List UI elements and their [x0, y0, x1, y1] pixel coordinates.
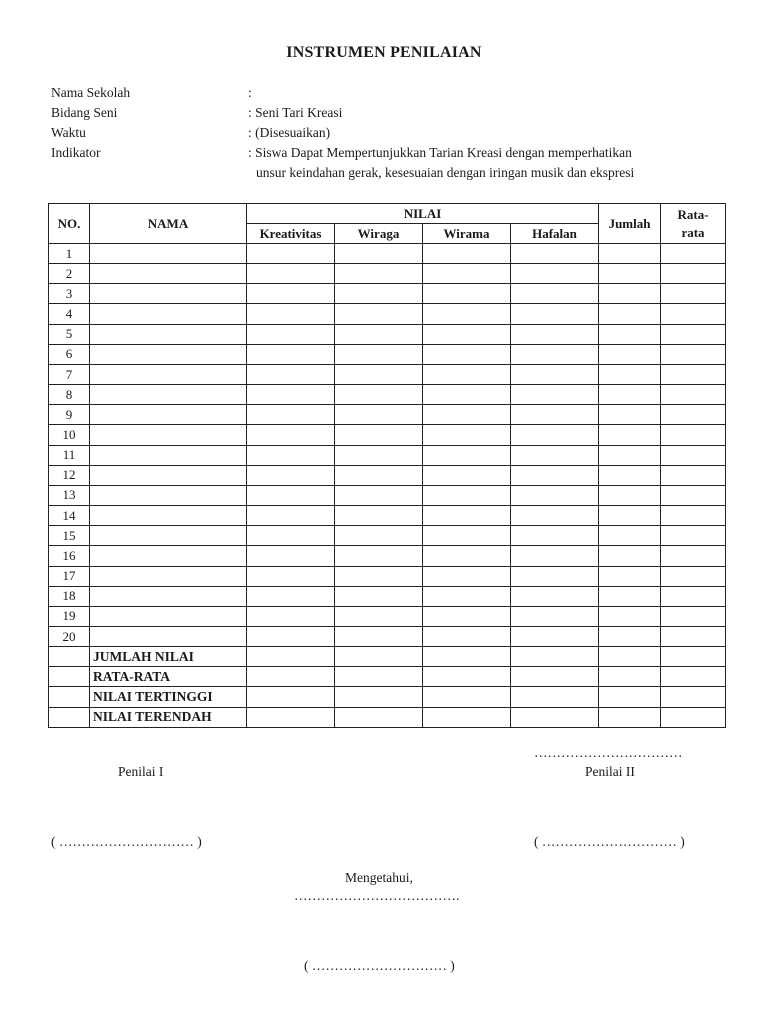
assessment-table	[48, 203, 726, 728]
summary-cell[interactable]	[247, 647, 335, 667]
score-cell[interactable]	[661, 566, 726, 586]
score-cell[interactable]	[661, 364, 726, 384]
info-value: : Seni Tari Kreasi	[248, 105, 343, 120]
score-cell[interactable]	[335, 344, 423, 364]
header-hafalan: Hafalan	[511, 224, 599, 244]
summary-no-cell	[49, 667, 90, 687]
summary-cell[interactable]	[511, 667, 599, 687]
name-cell[interactable]	[90, 626, 247, 646]
row-number: 12	[49, 465, 90, 485]
row-number: 16	[49, 546, 90, 566]
score-cell[interactable]	[661, 344, 726, 364]
score-cell[interactable]	[247, 506, 335, 526]
page-title: INSTRUMEN PENILAIAN	[286, 44, 482, 61]
score-cell[interactable]	[661, 264, 726, 284]
indikator-continuation: unsur keindahan gerak, kesesuaian dengan iringan musik dan ekspresi	[256, 165, 635, 180]
info-label: Indikator	[51, 145, 101, 160]
score-cell[interactable]	[335, 606, 423, 626]
table-row	[49, 526, 726, 546]
score-cell[interactable]	[511, 506, 599, 526]
score-cell[interactable]	[661, 445, 726, 465]
score-cell[interactable]	[335, 385, 423, 405]
score-cell[interactable]	[599, 465, 661, 485]
score-cell[interactable]	[661, 244, 726, 264]
score-cell[interactable]	[511, 425, 599, 445]
score-cell[interactable]	[511, 606, 599, 626]
name-cell[interactable]	[90, 385, 247, 405]
score-cell[interactable]	[661, 465, 726, 485]
table-row	[49, 304, 726, 324]
score-cell[interactable]	[423, 284, 511, 304]
penilai2-name-line: ( ………………………… )	[534, 834, 685, 849]
summary-cell[interactable]	[335, 687, 423, 707]
score-cell[interactable]	[599, 304, 661, 324]
score-cell[interactable]	[335, 465, 423, 485]
table-row	[49, 324, 726, 344]
name-cell[interactable]	[90, 244, 247, 264]
table-row	[49, 364, 726, 384]
summary-cell[interactable]	[511, 707, 599, 727]
header-wiraga: Wiraga	[335, 224, 423, 244]
mengetahui-label: Mengetahui,	[345, 870, 413, 885]
row-number: 5	[49, 324, 90, 344]
name-cell[interactable]	[90, 284, 247, 304]
score-cell[interactable]	[511, 284, 599, 304]
score-cell[interactable]	[661, 606, 726, 626]
score-cell[interactable]	[247, 304, 335, 324]
header-rata-line2: rata	[681, 224, 705, 240]
penilai2-label: Penilai II	[585, 764, 635, 779]
score-cell[interactable]	[423, 364, 511, 384]
summary-cell[interactable]	[335, 647, 423, 667]
header-wirama: Wirama	[423, 224, 511, 244]
row-number: 4	[49, 304, 90, 324]
score-cell[interactable]	[661, 405, 726, 425]
info-value: : (Disesuaikan)	[248, 125, 331, 140]
row-number: 17	[49, 566, 90, 586]
name-cell[interactable]	[90, 586, 247, 606]
table-row	[49, 546, 726, 566]
score-cell[interactable]	[335, 445, 423, 465]
score-cell[interactable]	[247, 626, 335, 646]
table-row	[49, 284, 726, 304]
score-cell[interactable]	[599, 566, 661, 586]
name-cell[interactable]	[90, 506, 247, 526]
summary-cell[interactable]	[599, 647, 661, 667]
name-cell[interactable]	[90, 566, 247, 586]
row-number: 14	[49, 506, 90, 526]
summary-cell[interactable]	[661, 687, 726, 707]
penilai2-dots: ……………………………	[534, 745, 683, 760]
header-kreativitas: Kreativitas	[247, 224, 335, 244]
summary-cell[interactable]	[423, 687, 511, 707]
summary-label: NILAI TERTINGGI	[90, 687, 247, 707]
score-cell[interactable]	[599, 506, 661, 526]
score-cell[interactable]	[247, 606, 335, 626]
score-cell[interactable]	[511, 244, 599, 264]
score-cell[interactable]	[423, 425, 511, 445]
row-number: 8	[49, 385, 90, 405]
score-cell[interactable]	[335, 626, 423, 646]
score-cell[interactable]	[511, 385, 599, 405]
info-label: Nama Sekolah	[51, 85, 131, 100]
name-cell[interactable]	[90, 304, 247, 324]
table-row	[49, 264, 726, 284]
score-cell[interactable]	[335, 364, 423, 384]
score-cell[interactable]	[511, 264, 599, 284]
summary-no-cell	[49, 707, 90, 727]
score-cell[interactable]	[247, 244, 335, 264]
table-row	[49, 405, 726, 425]
score-cell[interactable]	[247, 405, 335, 425]
score-cell[interactable]	[335, 264, 423, 284]
name-cell[interactable]	[90, 546, 247, 566]
table-row	[49, 606, 726, 626]
row-number: 7	[49, 364, 90, 384]
summary-label: NILAI TERENDAH	[90, 707, 247, 727]
score-cell[interactable]	[599, 344, 661, 364]
score-cell[interactable]	[423, 506, 511, 526]
row-number: 18	[49, 586, 90, 606]
score-cell[interactable]	[335, 586, 423, 606]
name-cell[interactable]	[90, 364, 247, 384]
summary-row	[49, 667, 726, 687]
name-cell[interactable]	[90, 445, 247, 465]
summary-cell[interactable]	[511, 687, 599, 707]
score-cell[interactable]	[247, 425, 335, 445]
summary-cell[interactable]	[511, 647, 599, 667]
score-cell[interactable]	[599, 284, 661, 304]
score-cell[interactable]	[511, 344, 599, 364]
row-number: 3	[49, 284, 90, 304]
summary-cell[interactable]	[661, 707, 726, 727]
row-number: 6	[49, 344, 90, 364]
score-cell[interactable]	[599, 324, 661, 344]
score-cell[interactable]	[599, 626, 661, 646]
table-row	[49, 344, 726, 364]
score-cell[interactable]	[661, 586, 726, 606]
score-cell[interactable]	[511, 405, 599, 425]
summary-cell[interactable]	[247, 707, 335, 727]
score-cell[interactable]	[335, 526, 423, 546]
score-cell[interactable]	[661, 485, 726, 505]
score-cell[interactable]	[423, 344, 511, 364]
score-cell[interactable]	[661, 385, 726, 405]
score-cell[interactable]	[423, 626, 511, 646]
score-cell[interactable]	[335, 304, 423, 324]
score-cell[interactable]	[661, 526, 726, 546]
summary-label: JUMLAH NILAI	[90, 647, 247, 667]
mengetahui-dots: ……………………………….	[294, 888, 460, 903]
score-cell[interactable]	[511, 324, 599, 344]
score-cell[interactable]	[511, 546, 599, 566]
row-number: 1	[49, 244, 90, 264]
score-cell[interactable]	[247, 324, 335, 344]
summary-cell[interactable]	[599, 707, 661, 727]
score-cell[interactable]	[599, 244, 661, 264]
score-cell[interactable]	[661, 626, 726, 646]
score-cell[interactable]	[661, 284, 726, 304]
score-cell[interactable]	[511, 626, 599, 646]
row-number: 19	[49, 606, 90, 626]
score-cell[interactable]	[599, 546, 661, 566]
score-cell[interactable]	[661, 546, 726, 566]
score-cell[interactable]	[511, 304, 599, 324]
score-cell[interactable]	[599, 586, 661, 606]
score-cell[interactable]	[423, 244, 511, 264]
score-cell[interactable]	[599, 485, 661, 505]
table-row	[49, 626, 726, 646]
score-cell[interactable]	[511, 526, 599, 546]
score-cell[interactable]	[247, 586, 335, 606]
name-cell[interactable]	[90, 465, 247, 485]
score-cell[interactable]	[599, 445, 661, 465]
score-cell[interactable]	[335, 506, 423, 526]
mengetahui-name-line: ( ………………………… )	[304, 958, 455, 973]
score-cell[interactable]	[599, 606, 661, 626]
score-cell[interactable]	[661, 304, 726, 324]
score-cell[interactable]	[247, 445, 335, 465]
score-cell[interactable]	[423, 405, 511, 425]
score-cell[interactable]	[247, 546, 335, 566]
score-cell[interactable]	[335, 244, 423, 264]
score-cell[interactable]	[511, 485, 599, 505]
score-cell[interactable]	[335, 566, 423, 586]
summary-no-cell	[49, 687, 90, 707]
summary-row	[49, 687, 726, 707]
header-jumlah: Jumlah	[599, 204, 661, 244]
score-cell[interactable]	[247, 465, 335, 485]
table-row	[49, 465, 726, 485]
score-cell[interactable]	[423, 304, 511, 324]
row-number: 2	[49, 264, 90, 284]
summary-cell[interactable]	[247, 687, 335, 707]
summary-label: RATA-RATA	[90, 667, 247, 687]
score-cell[interactable]	[247, 485, 335, 505]
table-row	[49, 566, 726, 586]
score-cell[interactable]	[335, 425, 423, 445]
score-cell[interactable]	[661, 506, 726, 526]
score-cell[interactable]	[661, 324, 726, 344]
summary-cell[interactable]	[247, 667, 335, 687]
summary-cell[interactable]	[599, 667, 661, 687]
score-cell[interactable]	[511, 465, 599, 485]
score-cell[interactable]	[423, 324, 511, 344]
summary-cell[interactable]	[423, 647, 511, 667]
name-cell[interactable]	[90, 526, 247, 546]
row-number: 15	[49, 526, 90, 546]
row-number: 11	[49, 445, 90, 465]
table-row	[49, 385, 726, 405]
summary-row	[49, 707, 726, 727]
name-cell[interactable]	[90, 324, 247, 344]
summary-cell[interactable]	[423, 707, 511, 727]
table-row	[49, 586, 726, 606]
score-cell[interactable]	[335, 485, 423, 505]
score-cell[interactable]	[247, 264, 335, 284]
row-number: 20	[49, 626, 90, 646]
score-cell[interactable]	[599, 405, 661, 425]
table-row	[49, 244, 726, 264]
info-label: Waktu	[51, 125, 86, 140]
score-cell[interactable]	[423, 566, 511, 586]
score-cell[interactable]	[247, 344, 335, 364]
score-cell[interactable]	[423, 546, 511, 566]
score-cell[interactable]	[247, 385, 335, 405]
name-cell[interactable]	[90, 485, 247, 505]
summary-cell[interactable]	[335, 707, 423, 727]
summary-cell[interactable]	[599, 687, 661, 707]
score-cell[interactable]	[511, 445, 599, 465]
score-cell[interactable]	[247, 526, 335, 546]
score-cell[interactable]	[423, 465, 511, 485]
row-number: 10	[49, 425, 90, 445]
score-cell[interactable]	[335, 405, 423, 425]
table-row	[49, 506, 726, 526]
score-cell[interactable]	[335, 324, 423, 344]
summary-cell[interactable]	[335, 667, 423, 687]
summary-cell[interactable]	[661, 647, 726, 667]
header-nama: NAMA	[90, 204, 247, 244]
summary-row	[49, 647, 726, 667]
score-cell[interactable]	[511, 586, 599, 606]
score-cell[interactable]	[599, 425, 661, 445]
score-cell[interactable]	[423, 526, 511, 546]
header-no: NO.	[49, 204, 90, 244]
info-value: :	[248, 85, 252, 100]
name-cell[interactable]	[90, 344, 247, 364]
score-cell[interactable]	[423, 606, 511, 626]
score-cell[interactable]	[599, 385, 661, 405]
header-nilai: NILAI	[247, 204, 599, 224]
score-cell[interactable]	[247, 364, 335, 384]
score-cell[interactable]	[423, 485, 511, 505]
info-label: Bidang Seni	[51, 105, 118, 120]
penilai1-name-line: ( ………………………… )	[51, 834, 202, 849]
score-cell[interactable]	[599, 526, 661, 546]
score-cell[interactable]	[599, 264, 661, 284]
score-cell[interactable]	[423, 385, 511, 405]
table-row	[49, 425, 726, 445]
score-cell[interactable]	[661, 425, 726, 445]
table-row	[49, 485, 726, 505]
name-cell[interactable]	[90, 405, 247, 425]
summary-cell[interactable]	[661, 667, 726, 687]
summary-cell[interactable]	[423, 667, 511, 687]
row-number: 9	[49, 405, 90, 425]
table-row	[49, 445, 726, 465]
name-cell[interactable]	[90, 606, 247, 626]
score-cell[interactable]	[423, 586, 511, 606]
score-cell[interactable]	[247, 284, 335, 304]
name-cell[interactable]	[90, 425, 247, 445]
score-cell[interactable]	[511, 566, 599, 586]
score-cell[interactable]	[335, 546, 423, 566]
score-cell[interactable]	[599, 364, 661, 384]
row-number: 13	[49, 485, 90, 505]
score-cell[interactable]	[335, 284, 423, 304]
header-rata-rata	[661, 204, 726, 244]
score-cell[interactable]	[423, 264, 511, 284]
score-cell[interactable]	[423, 445, 511, 465]
name-cell[interactable]	[90, 264, 247, 284]
summary-no-cell	[49, 647, 90, 667]
info-value: : Siswa Dapat Mempertunjukkan Tarian Kreasi dengan memperhatikan	[248, 145, 632, 160]
penilai1-label: Penilai I	[118, 764, 164, 779]
header-rata-line1: Rata-	[677, 206, 709, 222]
score-cell[interactable]	[247, 566, 335, 586]
score-cell[interactable]	[511, 364, 599, 384]
